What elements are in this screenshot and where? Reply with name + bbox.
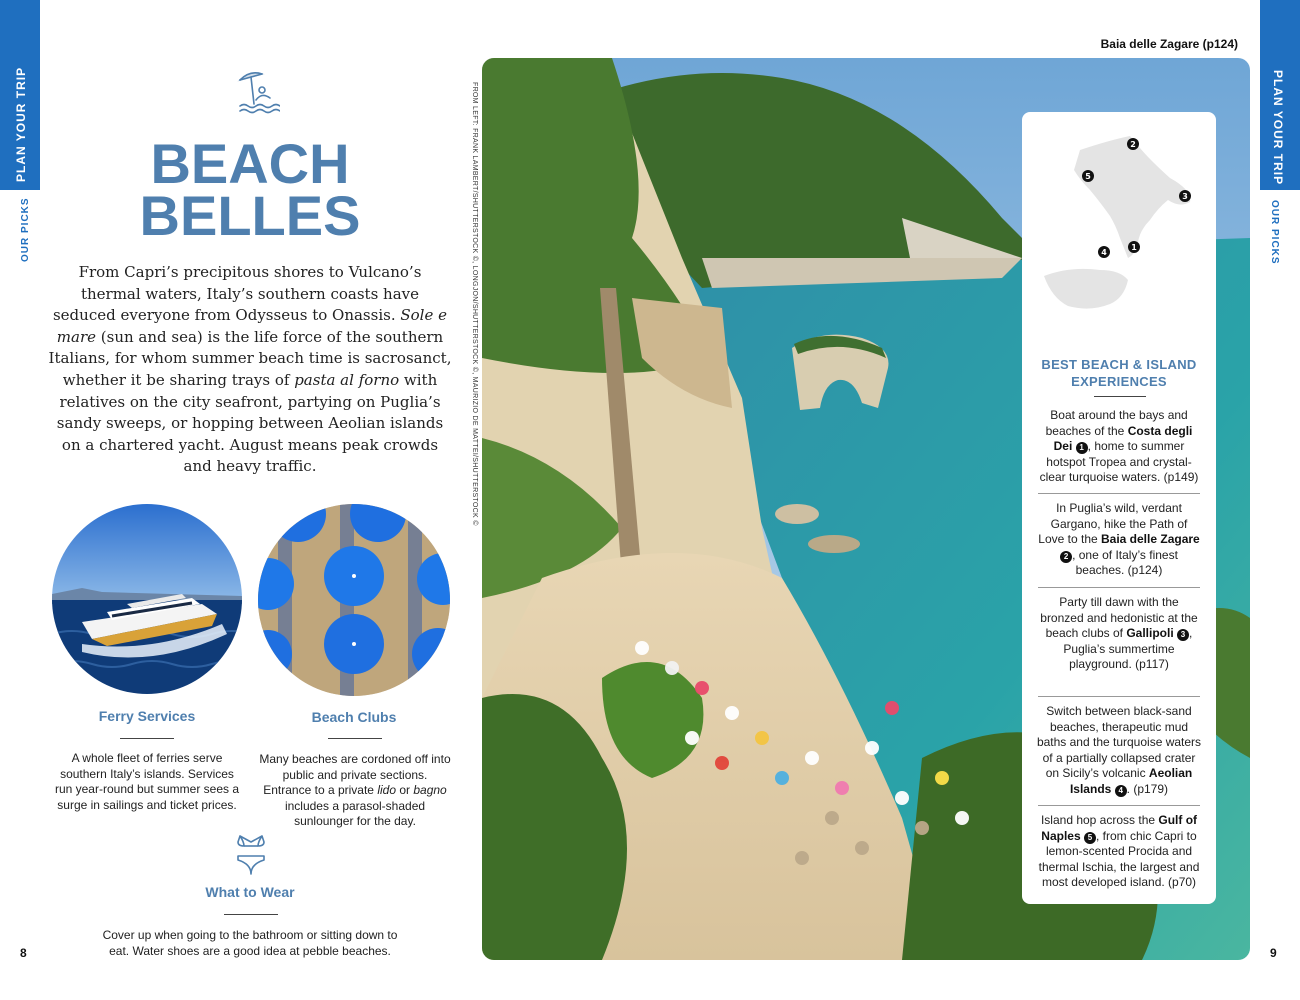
pick-number-badge: 3 bbox=[1177, 629, 1189, 641]
pick-gulf-of-naples bbox=[1036, 813, 1202, 891]
subsection-label-left: OUR PICKS bbox=[20, 197, 31, 262]
pick-text: Boat around the bays and beaches of the bbox=[1045, 408, 1188, 438]
pick-text: Party till dawn with the bronzed and hedonistic at the beach clubs of bbox=[1040, 595, 1198, 641]
pick-number-badge: 4 bbox=[1115, 785, 1127, 797]
clubs-italic-2: bagno bbox=[413, 783, 447, 798]
intro-italic-1: Sole e mare bbox=[56, 306, 447, 346]
pick-place: Gallipoli bbox=[1126, 626, 1174, 641]
clubs-text-1: Many beaches are cordoned off into public and private sections. Entrance to a private bbox=[259, 752, 451, 798]
page-title-line1: BEACH bbox=[150, 132, 350, 195]
pick-gallipoli bbox=[1036, 595, 1202, 673]
beach-clubs-heading: Beach Clubs bbox=[311, 709, 397, 725]
clubs-text-3: includes a parasol-shaded sunlounger for the day. bbox=[284, 798, 426, 829]
pick-place: Costa degli Dei bbox=[1053, 423, 1193, 454]
intro-text-1: From Capri’s precipitous shores to Vulcano’s thermal waters, Italy’s southern coasts have seduced everyone from Odysseus to Onassis. bbox=[52, 263, 422, 325]
pick-separator bbox=[1038, 805, 1200, 806]
pick-text: Island hop across the bbox=[1040, 813, 1159, 827]
pick-separator bbox=[1038, 696, 1200, 697]
map-marker-1: 1 bbox=[1131, 243, 1137, 252]
best-picks-divider bbox=[1094, 396, 1146, 397]
beach-clubs-text bbox=[258, 752, 452, 830]
pick-number-badge: 1 bbox=[1076, 442, 1088, 454]
section-tab-label-left: PLAN YOUR TRIP bbox=[14, 66, 28, 182]
best-picks-heading: BEST BEACH & ISLAND EXPERIENCES bbox=[1041, 357, 1197, 389]
map-marker-3: 3 bbox=[1182, 192, 1188, 201]
beach-umbrella-icon bbox=[236, 70, 280, 114]
intro-italic-2: pasta al forno bbox=[294, 370, 400, 389]
pick-place: Aeolian Islands bbox=[1069, 766, 1193, 796]
page-number-right: 9 bbox=[1270, 946, 1277, 960]
beach-clubs-photo bbox=[258, 504, 450, 696]
photo-caption: Baia delle Zagare (p124) bbox=[1100, 37, 1238, 51]
pick-text: Switch between black-sand beaches, therapeutic mud baths and the turquoise waters of a partially collapsed crater on Sicily’s volcanic bbox=[1036, 704, 1202, 781]
intro-paragraph bbox=[48, 262, 452, 478]
ferry-heading: Ferry Services bbox=[98, 708, 196, 724]
photo-credit: FROM LEFT: FRANK LAMBERT/SHUTTERSTOCK ©, LONGJON/SHUTTERSTOCK ©, MAURIZIO DE MATTEI/SHUTTERSTOCK © bbox=[471, 82, 478, 526]
pick-number-badge: 2 bbox=[1060, 551, 1072, 563]
ferry-text: A whole fleet of ferries serve southern Italy’s islands. Services run year-round but summer sees a surge in sailings and ticket prices. bbox=[54, 751, 240, 812]
intro-text-2: (sun and sea) is the life force of the southern Italians, for whom summer beach time is sacrosanct, whether it be sharing trays of bbox=[48, 327, 452, 389]
pick-number-badge: 5 bbox=[1084, 832, 1096, 844]
pick-place: Baia delle Zagare bbox=[1101, 532, 1200, 547]
clubs-text-2: or bbox=[396, 783, 414, 798]
page-title-line2: BELLES bbox=[139, 184, 361, 247]
what-to-wear-text: Cover up when going to the bathroom or sitting down to eat. Water shoes are a good idea at pebble beaches. bbox=[102, 928, 398, 958]
pick-costa-degli-dei bbox=[1036, 408, 1202, 486]
map-marker-2: 2 bbox=[1130, 140, 1136, 149]
intro-text-3: with relatives on the city seafront, partying on Puglia’s sandy sweeps, or hopping between Aeolian islands on a chartered yacht. August means peak crowds and heavy traffic. bbox=[56, 370, 444, 476]
swimwear-icon bbox=[236, 832, 266, 876]
subsection-label-right: OUR PICKS bbox=[1269, 200, 1280, 265]
what-to-wear-heading: What to Wear bbox=[205, 884, 295, 900]
clubs-italic-1: lido bbox=[377, 783, 397, 798]
pick-baia-delle-zagare bbox=[1036, 501, 1202, 579]
southern-italy-map bbox=[1040, 130, 1200, 320]
pick-aeolian-islands bbox=[1036, 704, 1202, 798]
map-marker-4: 4 bbox=[1101, 248, 1107, 257]
page-number-left: 8 bbox=[20, 946, 27, 960]
pick-text: , home to summer hotspot Tropea and crystal-clear turquoise waters. (p149) bbox=[1039, 439, 1199, 485]
what-to-wear-divider bbox=[224, 914, 278, 915]
pick-separator bbox=[1038, 493, 1200, 494]
pick-text: In Puglia’s wild, verdant Gargano, hike the Path of Love to the bbox=[1038, 501, 1188, 547]
ferry-divider bbox=[120, 738, 174, 739]
pick-text: , one of Italy’s finest beaches. (p124) bbox=[1072, 547, 1178, 578]
pick-text: , from chic Capri to lemon-scented Procida and thermal Ischia, the largest and most developed island. (p70) bbox=[1038, 828, 1200, 890]
pick-text: , Puglia’s summertime playground. (p117) bbox=[1063, 626, 1193, 672]
pick-separator bbox=[1038, 587, 1200, 588]
beach-clubs-divider bbox=[328, 738, 382, 739]
pick-place: Gulf of Naples bbox=[1041, 813, 1198, 843]
section-tab-label-right: PLAN YOUR TRIP bbox=[1271, 70, 1285, 186]
map-marker-5: 5 bbox=[1085, 172, 1091, 181]
pick-text: . (p179) bbox=[1126, 781, 1169, 796]
ferry-photo bbox=[52, 504, 242, 694]
